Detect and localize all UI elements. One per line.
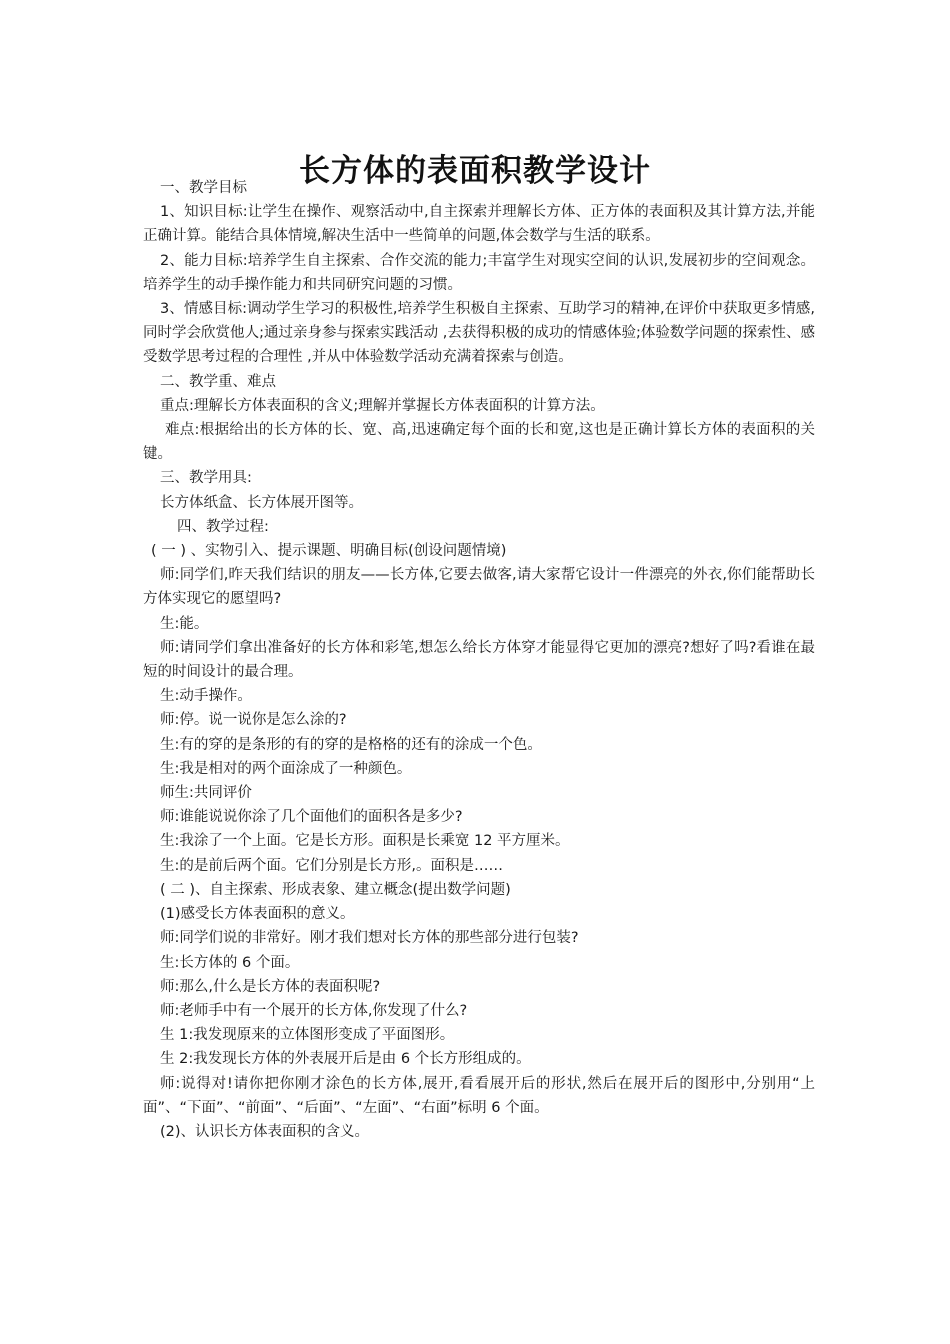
paragraph: 生:我是相对的两个面涂成了一种颜色。 [160,760,412,777]
paragraph: 师:同学们说的非常好。刚才我们想对长方体的那些部分进行包装? [160,930,579,947]
paragraph: 生 2:我发现长方体的外表展开后是由 6 个长方形组成的。 [160,1051,531,1068]
paragraph: 师:停。说一说你是怎么涂的? [160,712,347,729]
paragraph: 师:请同学们拿出准备好的长方体和彩笔,想怎么给长方体穿才能显得它更加的漂亮?想好了吗?看谁在最短的时间设计的最合理。 [143,639,815,681]
paragraph: 生:我涂了一个上面。它是长方形。面积是长乘宽 12 平方厘米。 [160,833,570,850]
paragraph: (1)感受长方体表面积的意义。 [160,906,355,923]
paragraph: 生:的是前后两个面。它们分别是长方形,。面积是…… [160,857,503,874]
paragraph: 重点:理解长方体表面积的含义;理解并掌握长方体表面积的计算方法。 [160,397,605,414]
paragraph: 生:长方体的 6 个面。 [160,954,300,971]
paragraph: 难点:根据给出的长方体的长、宽、高,迅速确定每个面的长和宽,这也是正确计算长方体的表面积的关键。 [143,422,815,463]
paragraph: 师:那么,什么是长方体的表面积呢? [160,978,381,995]
paragraph: 师:说得对!请你把你刚才涂色的长方体,展开,看看展开后的形状,然后在展开后的图形中,分别用“上面”、“下面”、“前面”、“后面”、“左面”、“右面”标明 6 个面。 [143,1075,815,1116]
paragraph: 生:有的穿的是条形的有的穿的是格格的还有的涂成一个色。 [160,736,542,753]
paragraph: 长方体纸盒、长方体展开图等。 [160,494,363,511]
document-title: 长方体的表面积教学设计 [299,152,651,189]
paragraph: ( 二 )、自主探索、形成表象、建立概念(提出数学问题) [160,881,511,898]
paragraph: 师:谁能说说你涂了几个面他们的面积各是多少? [160,809,463,826]
paragraph: 四、教学过程: [177,518,269,535]
paragraph: 师:同学们,昨天我们结识的朋友——长方体,它要去做客,请大家帮它设计一件漂亮的外衣,你们能帮助长方体实现它的愿望吗? [143,567,815,608]
paragraph: ( 一 ) 、实物引入、提示课题、明确目标(创设问题情境) [151,543,507,560]
paragraph: 一、教学目标 [160,180,247,196]
paragraph: 1、知识目标:让学生在操作、观察活动中,自主探索并理解长方体、正方体的表面积及其计算方法,并能正确计算。能结合具体情境,解决生活中一些简单的问题,体会数学与生活的联系。 [143,204,815,245]
document-body [143,176,815,1144]
paragraph: 二、教学重、难点 [160,373,276,390]
paragraph: 师生:共同评价 [160,785,252,802]
paragraph: 生 1:我发现原来的立体图形变成了平面图形。 [160,1027,455,1044]
paragraph: (2)、认识长方体表面积的含义。 [160,1123,370,1140]
paragraph: 2、能力目标:培养学生自主探索、合作交流的能力;丰富学生对现实空间的认识,发展初步的空间观念。培养学生的动手操作能力和共同研究问题的习惯。 [143,252,815,293]
paragraph: 生:动手操作。 [160,688,252,705]
paragraph: 3、情感目标:调动学生学习的积极性,培养学生积极自主探索、互助学习的精神,在评价中获取更多情感,同时学会欣赏他人;通过亲身参与探索实践活动 ,去获得积极的成功的情感体验;体验数学问题的探索性、感受数学思考过程的合理性 ,并从中体验数学活动充满着探索与创造。 [143,301,815,366]
paragraph: 生:能。 [160,615,209,632]
paragraph: 师:老师手中有一个展开的长方体,你发现了什么? [160,1002,468,1019]
paragraph: 三、教学用具: [160,470,252,487]
